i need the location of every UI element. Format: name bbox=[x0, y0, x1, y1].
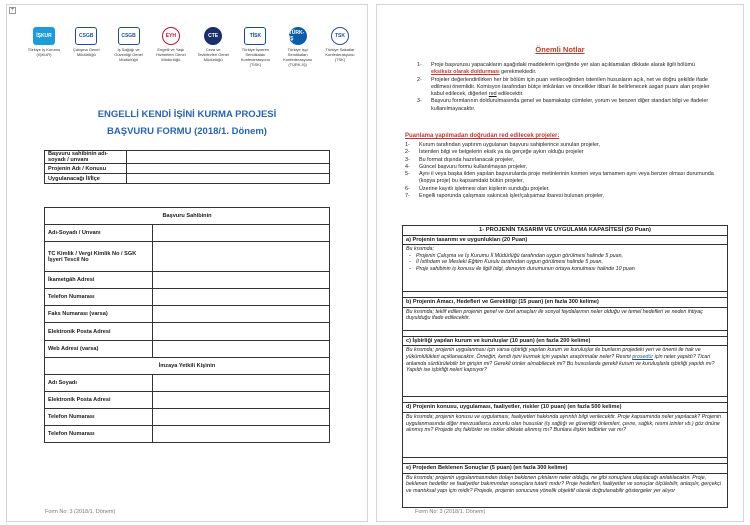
rejection-number: 4- bbox=[405, 163, 410, 170]
section-body[interactable]: Bu kısımda; projenin uygulanmasından dolayı beklenen çıktıların neler olduğu, ne gibi sonuçlara ulaşılacağı anlatılacaktır. Proje, beklenen hedefler ve faaliyetler bakımından sonuçlara tutarlı mıdır? Proje hedefleri, faaliyetler ve sonuçlar ölçülebilir, anlaşılır, gerçekçi ve mantıksal yapı için midir? Projede, projenin sonucuna yönelik objektif olarak doğrulanabilir göstergeler yer alıyor bbox=[406, 474, 722, 494]
note-item bbox=[417, 62, 717, 77]
eyh-logo-icon: EYH bbox=[162, 27, 180, 45]
note-text-end: edilecektir. bbox=[496, 91, 524, 98]
signatory-value-cell[interactable] bbox=[153, 408, 330, 425]
rejection-title: Puanlama yapılmadan doğrudan red edilecek projeler: bbox=[405, 133, 560, 139]
note-number: 3- bbox=[417, 98, 422, 105]
signatory-label: Adı Soyadı bbox=[45, 374, 153, 391]
logo-tsk bbox=[323, 27, 357, 67]
notes-list bbox=[417, 62, 717, 113]
applicant-label: Adı-Soyadı / Unvanı bbox=[45, 225, 153, 242]
note-text: Proje başvurusu yapacakların aşağıdaki maddelerin içeriğinde yer alan açıklamaları dikkate alarak ilgili bölümü bbox=[431, 62, 695, 68]
applicant-value-cell[interactable] bbox=[153, 289, 330, 306]
section-bullet: - İl İstihdam ve Mesleki Eğitim Kurulu tarafından uygun görülmesi halinde 5 puan, bbox=[406, 259, 724, 266]
turkis-logo-icon: TÜRK-İŞ bbox=[289, 27, 307, 45]
note-emphasis: red bbox=[488, 91, 497, 98]
signatory-value-cell[interactable] bbox=[153, 426, 330, 443]
section-bullet: - Projenin Çalışma ve İş Kurumu İl Müdürlüğü tarafından uygun görülmesi halinde 5 puan, bbox=[406, 253, 724, 260]
logo-caption: Türkiye İşçi Sendikaları Konfederasyonu (TÜRK-İŞ) bbox=[283, 47, 313, 67]
note-number: 1- bbox=[417, 62, 422, 68]
criteria-section-e bbox=[403, 464, 727, 507]
applicant-value-cell[interactable] bbox=[153, 225, 330, 242]
rejection-number: 3- bbox=[405, 156, 410, 163]
rejection-text: Aynı il veya başka ilden yapılan başvurularda proje metinlerinin kısmen veya tamamen aynı veya benzer olması durumunda (kopya proje) bu kapsamdaki bütün projeler, bbox=[419, 171, 714, 185]
rejection-text: Güncel başvuru formu kullanılmayan projeler, bbox=[419, 163, 528, 170]
note-number: 2- bbox=[417, 76, 422, 83]
logo-caption: Engelli ve Yaşlı Hizmetleri Genel Müdürlüğü bbox=[156, 47, 186, 62]
section-body[interactable]: Bu kısımda; projenin konusu ve uygulaması, faaliyetleri hakkında ayrıntılı bilgi verilecektir. Proje kapsamında neler yapılacak? Projenin uygulanmasında diğer mevzuatlarca zorunlu olan hususlar (iş sağlığı ve güvenliği önlemleri, çevre, sağlık, resmi izinler vb.) göz önüne alınmış mı? Projede dış faktörler ve riskler dikkate alınmış mı? Bunlara ilişkin tedbirler var mı? bbox=[406, 413, 722, 434]
logo-eyh bbox=[154, 27, 188, 67]
logo-caption: İş Sağlığı ve Güvenliği Genel Müdürlüğü bbox=[114, 47, 143, 62]
procedure-link[interactable]: prosedür bbox=[632, 353, 654, 360]
section-heading: c) İşbirliği yapılan kurum ve kuruluşlar (10 puan) (en fazla 200 kelime) bbox=[403, 337, 727, 347]
section-heading: b) Projenin Amacı, Hedefleri ve Gerekliliği (15 puan) (en fazla 300 kelime) bbox=[403, 298, 727, 308]
applicant-label: TC Kimlik / Vergi Kimlik No / SGK İşyeri Tescil No bbox=[45, 242, 153, 272]
rejection-list bbox=[405, 142, 723, 200]
csgb-logo-icon: CSGB bbox=[75, 27, 97, 45]
signatory-label: Telefon Numarası bbox=[45, 408, 153, 425]
page-footer: Form No: 3 (2018/1. Dönem) bbox=[415, 509, 486, 515]
rejection-number: 5- bbox=[405, 171, 410, 178]
plus-box-icon[interactable]: + bbox=[10, 7, 15, 13]
logo-caption: Türkiye İş Kurumu (İŞKUR) bbox=[27, 47, 61, 57]
summary-value-cell[interactable] bbox=[127, 164, 330, 174]
rejection-item bbox=[405, 149, 723, 156]
summary-value-cell[interactable] bbox=[127, 151, 330, 164]
rejection-number: 1- bbox=[405, 142, 410, 148]
applicant-section-header: Başvuru Sahibinin bbox=[45, 208, 330, 225]
applicant-value-cell[interactable] bbox=[153, 242, 330, 272]
logo-caption: Türkiye Sakatlar Konfederasyonu (TSK) bbox=[325, 47, 355, 62]
logo-ctm bbox=[196, 27, 230, 67]
iskur-logo-icon: İŞKUR bbox=[33, 27, 55, 45]
signatory-section-header: İmzaya Yetkili Kişinin bbox=[45, 357, 330, 374]
rejection-number: 2- bbox=[405, 149, 410, 156]
applicant-value-cell[interactable] bbox=[153, 272, 330, 289]
logo-csgb-calisma bbox=[69, 27, 103, 67]
rejection-item bbox=[405, 157, 723, 164]
rejection-text: Üzerine kayıtlı işletmesi olan kişilerin sunduğu projeler. bbox=[419, 185, 550, 192]
criteria-title: 1- PROJENİN TASARIM VE UYGULAMA KAPASİTESİ (50 Puan) bbox=[403, 226, 727, 236]
signatory-value-cell[interactable] bbox=[153, 374, 330, 391]
section-body[interactable] bbox=[403, 346, 727, 396]
applicant-value-cell[interactable] bbox=[153, 323, 330, 340]
section-body-text: Bu kısımda; projenin uygulanması için varsa işbirliği yapılan kurum ve kuruluşlar ile bunların projedeki yeri ve önemi ile hak ve yükümlülükleri açıklanacaktır. Örneğin, kendi işini kurmak için yapılan araştırmalar neler? Resmi bbox=[406, 347, 701, 360]
signatory-label: Elektronik Posta Adresi bbox=[45, 391, 153, 408]
note-text: Projeler değerlendirilirken her bir bölüm için puan verileceğinden istenilen hususların açık, net ve doğru şekilde ifade edilmesi önemlidir. Komisyon tarafından bütçe imkânları ve öncelikler itibari ile belirlenecek asgari puanı alan projeler kabul edilecek, diğerleri bbox=[431, 76, 710, 98]
rejection-text: İstenilen bilgi ve belgelerin eksik ya da gerçeğe aykırı olduğu projeler bbox=[419, 149, 584, 156]
criteria-table bbox=[402, 225, 728, 508]
summary-label: Başvuru sahibinin adı-soyadı / unvanı bbox=[45, 151, 127, 164]
logo-caption: Çalışma Genel Müdürlüğü bbox=[73, 47, 100, 57]
criteria-section-b bbox=[403, 298, 727, 331]
applicant-label: İkametgâh Adresi bbox=[45, 272, 153, 289]
form-page-right bbox=[376, 4, 744, 522]
form-subtitle: BAŞVURU FORMU (2018/1. Dönem) bbox=[107, 126, 267, 137]
logo-csgb-isg bbox=[112, 27, 146, 67]
applicant-value-cell[interactable] bbox=[153, 340, 330, 357]
logo-row bbox=[27, 27, 357, 67]
criteria-section-a bbox=[403, 236, 727, 293]
applicant-table bbox=[44, 207, 330, 443]
criteria-section-c bbox=[403, 337, 727, 398]
rejection-number: 7- bbox=[405, 193, 410, 200]
form-title: ENGELLİ KENDİ İŞİNİ KURMA PROJESİ bbox=[97, 109, 277, 120]
logo-iskur bbox=[27, 27, 61, 67]
csgb-logo-icon: CSGB bbox=[118, 27, 140, 45]
note-item bbox=[417, 77, 717, 99]
section-intro: Bu kısımda; bbox=[406, 246, 434, 253]
logo-caption: Ceza ve Tevkifevleri Genel Müdürlüğü bbox=[197, 47, 229, 62]
note-text-end: gerekmektedir. bbox=[499, 69, 537, 76]
rejection-item bbox=[405, 186, 723, 193]
applicant-label: Faks Numarası (varsa) bbox=[45, 306, 153, 323]
ctm-emblem-icon: CTE bbox=[204, 27, 222, 45]
applicant-label: Elektronik Posta Adresi bbox=[45, 323, 153, 340]
rejection-text: Engelli raporunda çalışması sakıncalı işler/çalışamaz ibaresi bulunan projeler, bbox=[419, 193, 605, 200]
rejection-item bbox=[405, 171, 723, 186]
section-heading: a) Projenin tasarımı ve uygunlukları (20 Puan) bbox=[403, 236, 727, 246]
note-item bbox=[417, 98, 717, 113]
signatory-value-cell[interactable] bbox=[153, 391, 330, 408]
rejection-number: 6- bbox=[405, 185, 410, 192]
summary-label: Uygulanacağı İl/İlçe bbox=[45, 174, 127, 184]
logo-caption: Türkiye İşveren Sendikaları Konfederasyonu (TİSK) bbox=[240, 47, 270, 67]
criteria-section-d bbox=[403, 403, 727, 458]
section-body[interactable]: Bu kısımda; teklif edilen projenin genel ve özel amaçları ile sosyal faydalarının neler olduğu ve temel hedefleri ve neden ihtiyaç duyulduğu ifade edilecektir. bbox=[406, 308, 703, 322]
applicant-value-cell[interactable] bbox=[153, 306, 330, 323]
rejection-text: Bu format dışında hazırlanacak projeler, bbox=[419, 156, 515, 163]
section-body[interactable] bbox=[403, 245, 727, 291]
rejection-text: Kurum tarafından yaptırım uygulanan başvuru sahiplerince sunulan projeler, bbox=[419, 142, 600, 148]
notes-title: Önemli Notlar bbox=[535, 45, 585, 54]
section-heading: e) Projeden Beklenen Sonuçlar (5 puan) (en fazla 300 kelime) bbox=[403, 464, 727, 474]
page-footer: Form No: 3 (2018/1. Dönem) bbox=[45, 509, 116, 515]
logo-tisk bbox=[238, 27, 272, 67]
section-heading: d) Projenin konusu, uygulaması, faaliyetler, riskler (10 puan) (en fazla 500 kelime) bbox=[403, 403, 727, 413]
applicant-label: Telefon Numarası bbox=[45, 289, 153, 306]
signatory-label: Telefon Numarası bbox=[45, 426, 153, 443]
summary-table bbox=[44, 150, 330, 184]
tisk-logo-icon: TİSK bbox=[244, 27, 266, 45]
rejection-item bbox=[405, 164, 723, 171]
form-page-left bbox=[6, 4, 368, 522]
tsk-logo-icon: TSK bbox=[331, 27, 349, 45]
section-bullet: - Proje sahibinin iş konusu ile ilgili bilgi, deneyim durumunun ortaya konulması halinde 10 puan bbox=[406, 266, 724, 273]
applicant-label: Web Adresi (varsa) bbox=[45, 340, 153, 357]
note-text: Başvuru formlarının doldurulmasında genel ve basmakalıp cümleler, yorum ve benzeri diğer standart bilgi ve ifadeler kullanılmayacaktır. bbox=[431, 98, 709, 112]
section-body-text-end: için neler yapıldı? Ticari anlamda sürdürülebilir bir girişim mi? Gerekli izinler alınabilecek mi? Bu hususlarda gerekli kurum ve kuruluşlarla işbirliği yapıldı mı? Yapıldı ise işbirliği neleri kapsıyor? bbox=[406, 353, 715, 374]
summary-label: Projenin Adı / Konusu bbox=[45, 164, 127, 174]
summary-value-cell[interactable] bbox=[127, 174, 330, 184]
rejection-item bbox=[405, 193, 723, 200]
note-emphasis: eksiksiz olarak doldurması bbox=[431, 69, 500, 76]
logo-turkis bbox=[281, 27, 315, 67]
